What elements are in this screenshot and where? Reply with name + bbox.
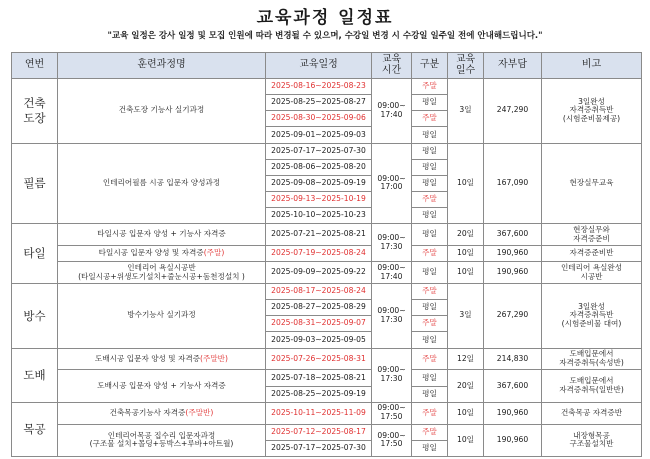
weekend-tag: (주말)	[203, 248, 225, 258]
header-note: 비고	[542, 53, 642, 79]
course-days: 3일	[448, 284, 484, 349]
schedule-date: 2025-08-27~2025-08-29	[266, 300, 372, 316]
schedule-date: 2025-09-03~2025-09-05	[266, 332, 372, 348]
course-days: 20일	[448, 224, 484, 246]
weekend-tag: (주말반)	[185, 407, 214, 417]
header-days: 교육 일수	[448, 53, 484, 79]
category-cell: 방수	[12, 284, 58, 349]
day-type: 평일	[412, 262, 448, 284]
page-title: 교육과정 일정표	[256, 8, 394, 28]
schedule-date: 2025-08-30~2025-09-06	[266, 111, 372, 127]
course-note: 3일완성 자격증취득반 (시험준비물제공)	[542, 79, 642, 144]
course-note: 도배입문에서 자격증취득(일반반)	[542, 370, 642, 402]
course-fee: 167,090	[484, 143, 542, 224]
table-row	[12, 348, 642, 370]
course-note: 도배입문에서 자격증취득(속성반)	[542, 348, 642, 370]
header-course: 훈련과정명	[58, 53, 266, 79]
course-note: 건축목공 자격증반	[542, 402, 642, 424]
schedule-date: 2025-08-25~2025-08-27	[266, 95, 372, 111]
course-note: 자격증준비반	[542, 246, 642, 262]
course-name: 방수기능사 실기과정	[58, 284, 266, 349]
course-fee: 190,960	[484, 262, 542, 284]
schedule-date: 2025-09-13~2025-10-19	[266, 191, 372, 207]
day-type: 주말	[412, 79, 448, 95]
schedule-notice: "교육 일정은 강사 일정 및 모집 인원에 따라 변경될 수 있으며, 수강일 변경 시 수강일 일주일 전에 안내해드립니다."	[107, 31, 543, 41]
day-type: 평일	[412, 143, 448, 159]
course-days: 10일	[448, 424, 484, 457]
course-fee: 267,290	[484, 284, 542, 349]
course-name: 인테리어 욕실시공반 (타일시공+위생도기설치+줄눈시공+돔천정설치 )	[58, 262, 266, 284]
course-fee: 214,830	[484, 348, 542, 370]
day-type: 주말	[412, 316, 448, 332]
course-days: 10일	[448, 262, 484, 284]
course-days: 20일	[448, 370, 484, 402]
day-type: 평일	[412, 95, 448, 111]
class-time: 09:00~ 17:30	[372, 224, 412, 262]
class-time: 09:00~ 17:50	[372, 424, 412, 457]
day-type: 주말	[412, 402, 448, 424]
schedule-table	[11, 52, 642, 457]
table-header-row	[12, 53, 642, 79]
course-days: 12일	[448, 348, 484, 370]
table-row	[12, 262, 642, 284]
table-row	[12, 402, 642, 424]
day-type: 주말	[412, 424, 448, 440]
schedule-date: 2025-07-18~2025-08-21	[266, 370, 372, 386]
course-note: 현장실무교육	[542, 143, 642, 224]
schedule-date: 2025-07-17~2025-07-30	[266, 440, 372, 456]
class-time: 09:00~ 17:50	[372, 402, 412, 424]
course-name: 건축목공기능사 자격증(주말반)	[58, 402, 266, 424]
course-days: 10일	[448, 143, 484, 224]
day-type: 평일	[412, 224, 448, 246]
course-fee: 247,290	[484, 79, 542, 144]
class-time: 09:00~ 17:30	[372, 284, 412, 349]
course-name: 도배시공 입문자 양성 + 기능사 자격증	[58, 370, 266, 402]
class-time: 09:00~ 17:30	[372, 348, 412, 402]
table-row	[12, 424, 642, 440]
course-note: 인테리어 욕실완성 시공반	[542, 262, 642, 284]
day-type: 주말	[412, 284, 448, 300]
course-days: 10일	[448, 402, 484, 424]
schedule-date: 2025-07-19~2025-08-24	[266, 246, 372, 262]
course-fee: 190,960	[484, 402, 542, 424]
schedule-date: 2025-08-31~2025-09-07	[266, 316, 372, 332]
course-name: 인테리어필름 시공 입문자 양성과정	[58, 143, 266, 224]
schedule-date: 2025-08-17~2025-08-24	[266, 284, 372, 300]
day-type: 평일	[412, 175, 448, 191]
category-cell: 필름	[12, 143, 58, 224]
class-time: 09:00~ 17:00	[372, 143, 412, 224]
day-type: 평일	[412, 159, 448, 175]
day-type: 주말	[412, 246, 448, 262]
weekend-tag: (주말반)	[200, 353, 228, 363]
header-type: 구분	[412, 53, 448, 79]
table-row	[12, 370, 642, 386]
table-row	[12, 79, 642, 95]
schedule-date: 2025-07-26~2025-08-31	[266, 348, 372, 370]
category-cell: 목공	[12, 402, 58, 456]
course-name: 타일시공 입문자 양성 및 자격증(주말)	[58, 246, 266, 262]
category-cell: 건축 도장	[12, 79, 58, 144]
schedule-date: 2025-09-08~2025-09-19	[266, 175, 372, 191]
class-time: 09:00~ 17:40	[372, 79, 412, 144]
schedule-date: 2025-07-17~2025-07-30	[266, 143, 372, 159]
course-name: 건축도장 기능사 실기과정	[58, 79, 266, 144]
schedule-date: 2025-08-06~2025-08-20	[266, 159, 372, 175]
header-time: 교육 시간	[372, 53, 412, 79]
day-type: 평일	[412, 332, 448, 348]
table-row	[12, 246, 642, 262]
day-type: 평일	[412, 300, 448, 316]
course-name: 도배시공 입문자 양성 및 자격증(주말반)	[58, 348, 266, 370]
table-row	[12, 143, 642, 159]
course-fee: 190,960	[484, 424, 542, 457]
course-name: 타일시공 입문자 양성 + 기능사 자격증	[58, 224, 266, 246]
header-fee: 자부담	[484, 53, 542, 79]
category-cell: 타일	[12, 224, 58, 284]
day-type: 주말	[412, 111, 448, 127]
schedule-date: 2025-08-16~2025-08-23	[266, 79, 372, 95]
class-time: 09:00~ 17:40	[372, 262, 412, 284]
course-fee: 190,960	[484, 246, 542, 262]
course-days: 3일	[448, 79, 484, 144]
schedule-date: 2025-10-11~2025-11-09	[266, 402, 372, 424]
day-type: 주말	[412, 191, 448, 207]
schedule-date: 2025-09-01~2025-09-03	[266, 127, 372, 143]
category-cell: 도배	[12, 348, 58, 402]
table-row	[12, 284, 642, 300]
header-no: 연번	[12, 53, 58, 79]
schedule-date: 2025-08-25~2025-09-19	[266, 386, 372, 402]
course-note: 3일완성 자격증취득반 (시험준비물 대여)	[542, 284, 642, 349]
day-type: 평일	[412, 440, 448, 456]
day-type: 평일	[412, 127, 448, 143]
day-type: 평일	[412, 386, 448, 402]
day-type: 평일	[412, 208, 448, 224]
day-type: 평일	[412, 370, 448, 386]
course-note: 내장형목공 구조물설치반	[542, 424, 642, 457]
course-days: 10일	[448, 246, 484, 262]
table-row	[12, 224, 642, 246]
course-name: 인테리어목공 집수리 입문자과정 (구조물 설치+몰딩+등박스+루바+아트월)	[58, 424, 266, 457]
schedule-date: 2025-07-12~2025-08-17	[266, 424, 372, 440]
day-type: 주말	[412, 348, 448, 370]
schedule-date: 2025-09-09~2025-09-22	[266, 262, 372, 284]
schedule-date: 2025-10-10~2025-10-23	[266, 208, 372, 224]
course-note: 현장실무와 자격증준비	[542, 224, 642, 246]
course-fee: 367,600	[484, 370, 542, 402]
schedule-date: 2025-07-21~2025-08-21	[266, 224, 372, 246]
header-schedule: 교육일정	[266, 53, 372, 79]
course-fee: 367,600	[484, 224, 542, 246]
